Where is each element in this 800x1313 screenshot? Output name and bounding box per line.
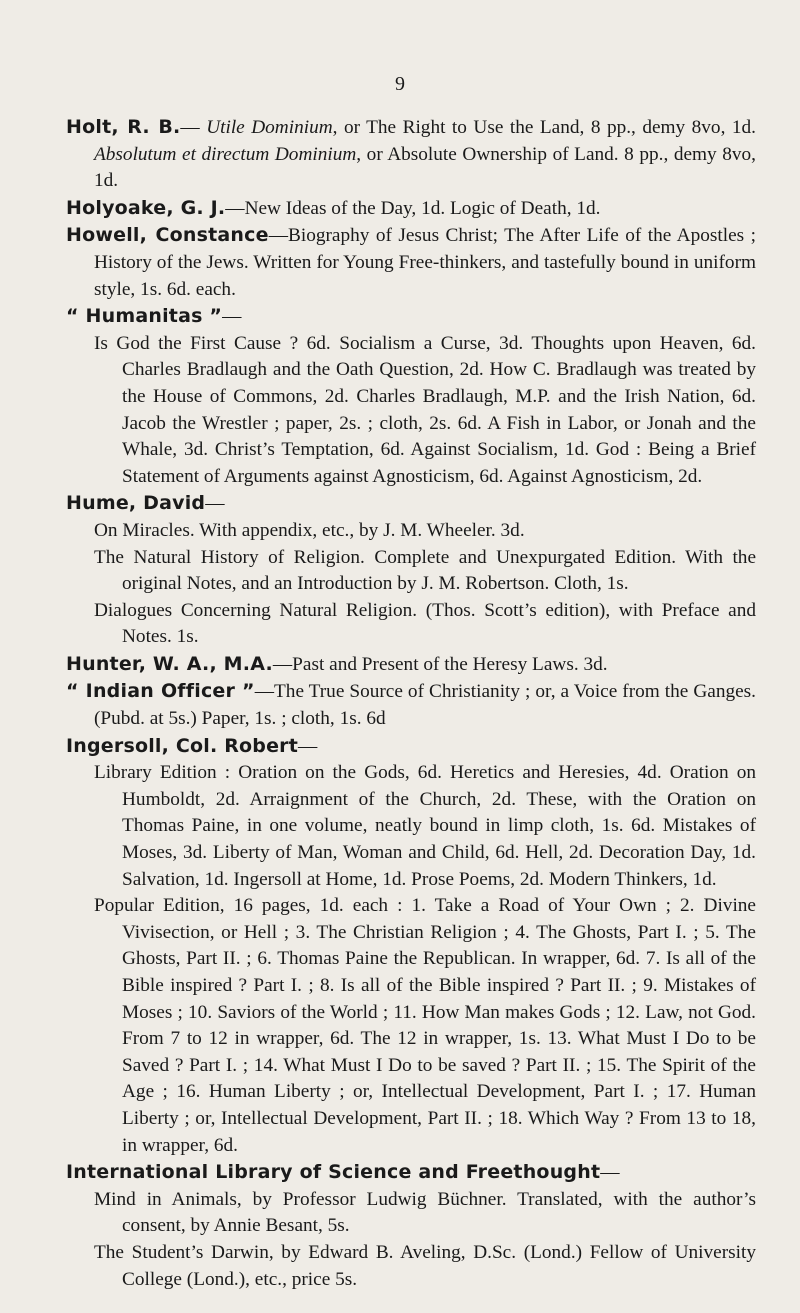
entry-author: Ingersoll, Col. Robert xyxy=(66,734,299,757)
catalogue-entries xyxy=(66,114,756,1293)
entry-author: International Library of Science and Freethought xyxy=(66,1161,601,1184)
catalogue-entry xyxy=(66,490,756,518)
entry-subparagraph: Mind in Animals, by Professor Ludwig Büchner. Translated, with the author’s consent, by Annie Besant, 5s. xyxy=(94,1188,756,1237)
catalogue-entry xyxy=(66,678,756,732)
entry-subparagraph: Is God the First Cause ? 6d. Socialism a Curse, 3d. Thoughts upon Heaven, 6d. Charles Bradlaugh and the Oath Question, 2d. How C. Bradlaugh was treated by the House of Commons, 2d. Charles Bradlaugh, M.P. and the Irish Nation, 6d. Jacob the Wrestler ; paper, 2s. ; cloth, 2s. 6d. A Fish in Labor, or Jonah and the Whale, 3d. Christ’s Temptation, 6d. Against Socialism, 1d. God : Being a Brief Statement of Arguments against Agnosticism, 6d. Against Agnosticism, 2d. xyxy=(94,332,756,487)
entry-author: Holt, R. B. xyxy=(66,116,181,138)
entry-subparagraph: Library Edition : Oration on the Gods, 6d. Heretics and Heresies, 4d. Oration on Humboldt, 2d. Arraignment of the Church, 2d. These, with the Oration on Thomas Paine, in one volume, neatly bound in limp cloth, 1s. 6d. Mistakes of Moses, 3d. Liberty of Man, Woman and Child, 6d. Hell, 2d. Decoration Day, 1d. Salvation, 1d. Ingersoll at Home, 1d. Prose Poems, 2d. Modern Thinkers, 1d. xyxy=(94,762,756,890)
catalogue-entry xyxy=(66,733,756,761)
catalogue-entry xyxy=(66,195,756,223)
entry-text: — xyxy=(205,493,225,515)
entry-text: —New Ideas of the Day, 1d. Logic of Death, 1d. xyxy=(225,197,601,219)
catalogue-entry xyxy=(66,114,756,195)
entry-text: — xyxy=(180,117,207,138)
entry-title-italic: Absolutum et directum Dominium xyxy=(94,143,357,165)
catalogue-entry xyxy=(66,222,756,303)
entry-text: — xyxy=(298,735,318,757)
page-number: 9 xyxy=(395,73,405,95)
entry-author: “ Indian Officer ” xyxy=(66,680,255,703)
entry-author: Hume, David xyxy=(66,492,206,515)
entry-text: — xyxy=(222,306,242,328)
entry-text: , or Absolute Ownership of Land. 8 pp., demy 8vo, 1d. xyxy=(94,143,756,192)
entry-text: —Past and Present of the Heresy Laws. 3d. xyxy=(272,653,608,675)
entry-subparagraph: On Miracles. With appendix, etc., by J. M. Wheeler. 3d. xyxy=(94,519,525,541)
entry-subparagraph: The Natural History of Religion. Complete and Unexpurgated Edition. With the original Notes, and an Introduction by J. M. Robertson. Cloth, 1s. xyxy=(94,546,756,595)
entry-subparagraph: The Student’s Darwin, by Edward B. Aveling, D.Sc. (Lond.) Fellow of University College (Lond.), etc., price 5s. xyxy=(94,1241,756,1290)
entry-author: Holyoake, G. J. xyxy=(66,196,226,219)
entry-text: —The True Source of Christianity ; or, a Voice from the Ganges. (Pubd. at 5s.) Paper, 1s. ; cloth, 1s. 6d xyxy=(94,681,756,730)
entry-title-italic: Utile Dominium xyxy=(206,117,333,138)
catalogue-entry xyxy=(66,303,756,331)
entry-text: — xyxy=(600,1162,620,1184)
entry-subparagraph: Popular Edition, 16 pages, 1d. each : 1. Take a Road of Your Own ; 2. Divine Vivisection, or Hell ; 3. The Christian Religion ; 4. The Ghosts, Part I. ; 5. The Ghosts, Part II. ; 6. Thomas Paine the Republican. In wrapper, 6d. 7. Is all of the Bible inspired ? Part I. ; 8. Is all of the Bible inspired ? Part II. ; 9. Mistakes of Moses ; 10. Saviors of the World ; 11. How Man makes Gods ; 12. Law, not God. From 7 to 12 in wrapper, 6d. The 12 in wrapper, 1s. 13. What Must I Do to be Saved ? Part I. ; 14. What Must I Do to be saved ? Part II. ; 15. The Spirit of the Age ; 16. Human Liberty ; or, Intellectual Development, Part I. ; 17. Human Liberty ; or, Intellectual Development, Part II. ; 18. Which Way ? From 13 to 18, in wrapper, 6d. xyxy=(94,895,756,1156)
entry-author: Howell, Constance xyxy=(66,224,269,247)
catalogue-entry xyxy=(66,1159,756,1187)
entry-author: “ Humanitas ” xyxy=(66,305,223,328)
entry-text: —Biography of Jesus Christ; The After Life of the Apostles ; History of the Jews. Written for Young Free-thinkers, and tastefully bound in uniform style, 1s. 6d. each. xyxy=(94,225,756,300)
entry-text: , or The Right to Use the Land, 8 pp., demy 8vo, 1d. xyxy=(332,117,756,138)
catalogue-entry xyxy=(66,651,756,679)
entry-author: Hunter, W. A., M.A. xyxy=(66,652,273,675)
entry-subparagraph: Dialogues Concerning Natural Religion. (Thos. Scott’s edition), with Preface and Notes. 1s. xyxy=(94,599,756,648)
